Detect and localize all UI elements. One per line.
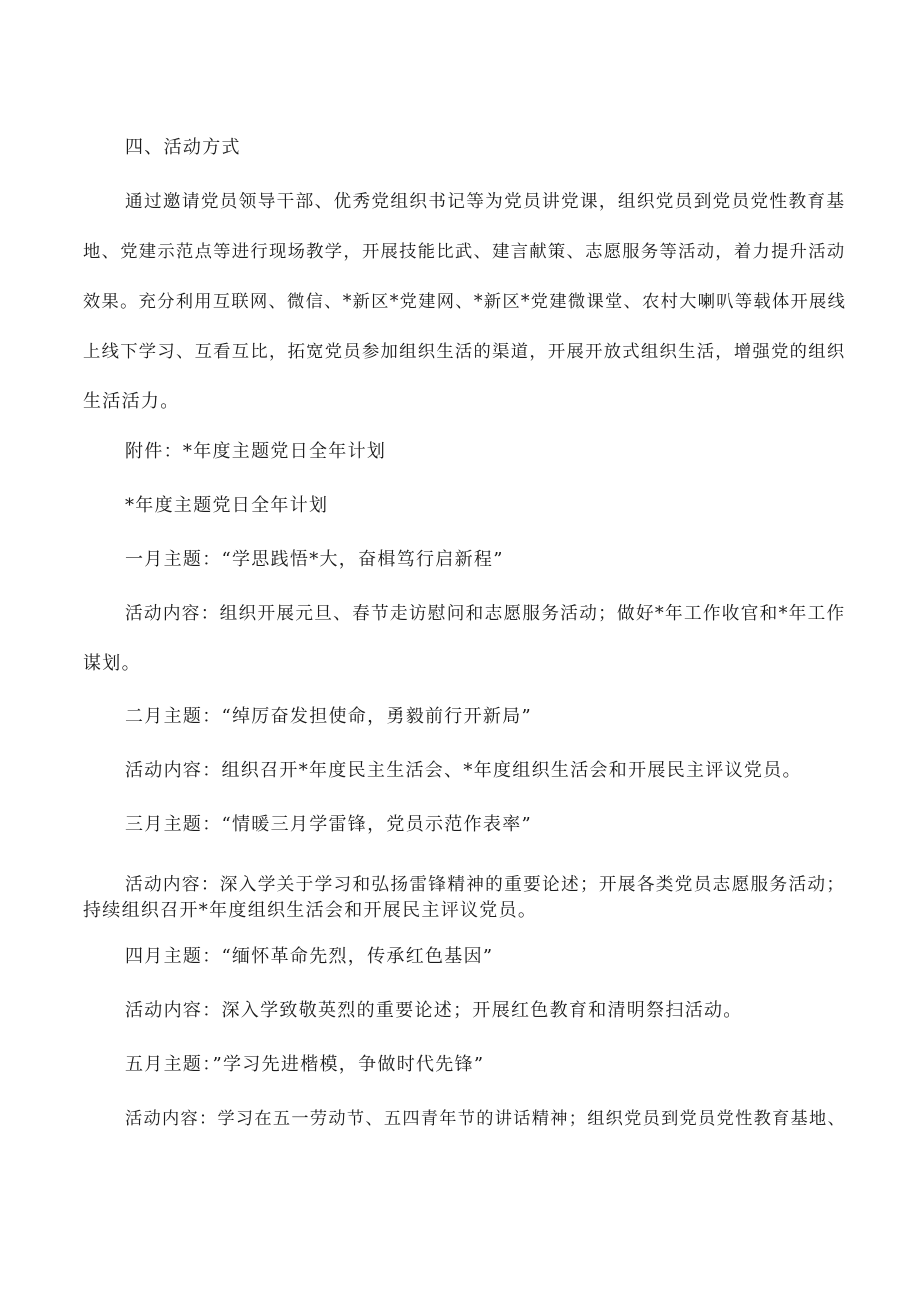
text-line: 上线下学习、互看互比，拓宽党员参加组织生活的渠道，开展开放式组织生活，增强党的组织 [83,342,846,362]
january-theme [83,535,853,585]
text-line: 四月主题：“缅怀革命先烈，传承红色基因” [125,946,494,967]
march-content [83,872,853,924]
april-content [83,986,853,1036]
text-line: 活动内容：组织开展元旦、春节走访慰问和志愿服务活动；做好*年工作收官和*年工作 [125,604,846,624]
text-line: 活动内容：深入学致敬英烈的重要论述；开展红色教育和清明祭扫活动。 [125,1000,743,1021]
may-theme [83,1040,853,1090]
april-theme [83,932,853,982]
text-line: 一月主题：“学思践悟*大，奋楫笃行启新程” [125,549,504,570]
text-line: 活动内容：学习在五一劳动节、五四青年节的讲话精神；组织党员到党员党性教育基地、 [125,1109,847,1129]
text-line: 活动内容：组织召开*年度民主生活会、*年度组织生活会和开展民主评议党员。 [125,760,802,781]
january-content [83,589,853,689]
method-paragraph [83,177,853,427]
plan-title [83,481,853,531]
text-line: 持续组织召开*年度组织生活会和开展民主评议党员。 [83,900,538,921]
text-line: 五月主题：”学习先进楷模，争做时代先锋” [125,1054,485,1075]
text-line: 附件：*年度主题党日全年计划 [125,441,387,462]
text-line: 地、党建示范点等进行现场教学，开展技能比武、建言献策、志愿服务等活动，着力提升活动 [83,242,846,262]
text-line: 效果。充分利用互联网、微信、*新区*党建网、*新区*党建微课堂、农村大喇叭等载体开展线 [83,292,847,312]
may-content [83,1094,853,1144]
march-theme [83,800,853,850]
attachment-line [83,427,853,477]
text-line: 通过邀请党员领导干部、优秀党组织书记等为党员讲党课，组织党员到党员党性教育基 [125,192,846,212]
february-theme [83,692,853,742]
text-line: 四、活动方式 [125,137,241,158]
text-line: 活动内容：深入学关于学习和弘扬雷锋精神的重要论述；开展各类党员志愿服务活动； [125,875,846,895]
section-heading [83,123,853,173]
text-line: 谋划。 [83,653,141,674]
text-line: 三月主题：“情暖三月学雷锋，党员示范作表率” [125,814,533,835]
february-content [83,746,853,796]
text-line: 二月主题：“绰厉奋发担使命，勇毅前行开新局” [125,706,533,727]
text-line: *年度主题党日全年计划 [125,495,329,516]
text-line: 生活活力。 [83,391,180,412]
